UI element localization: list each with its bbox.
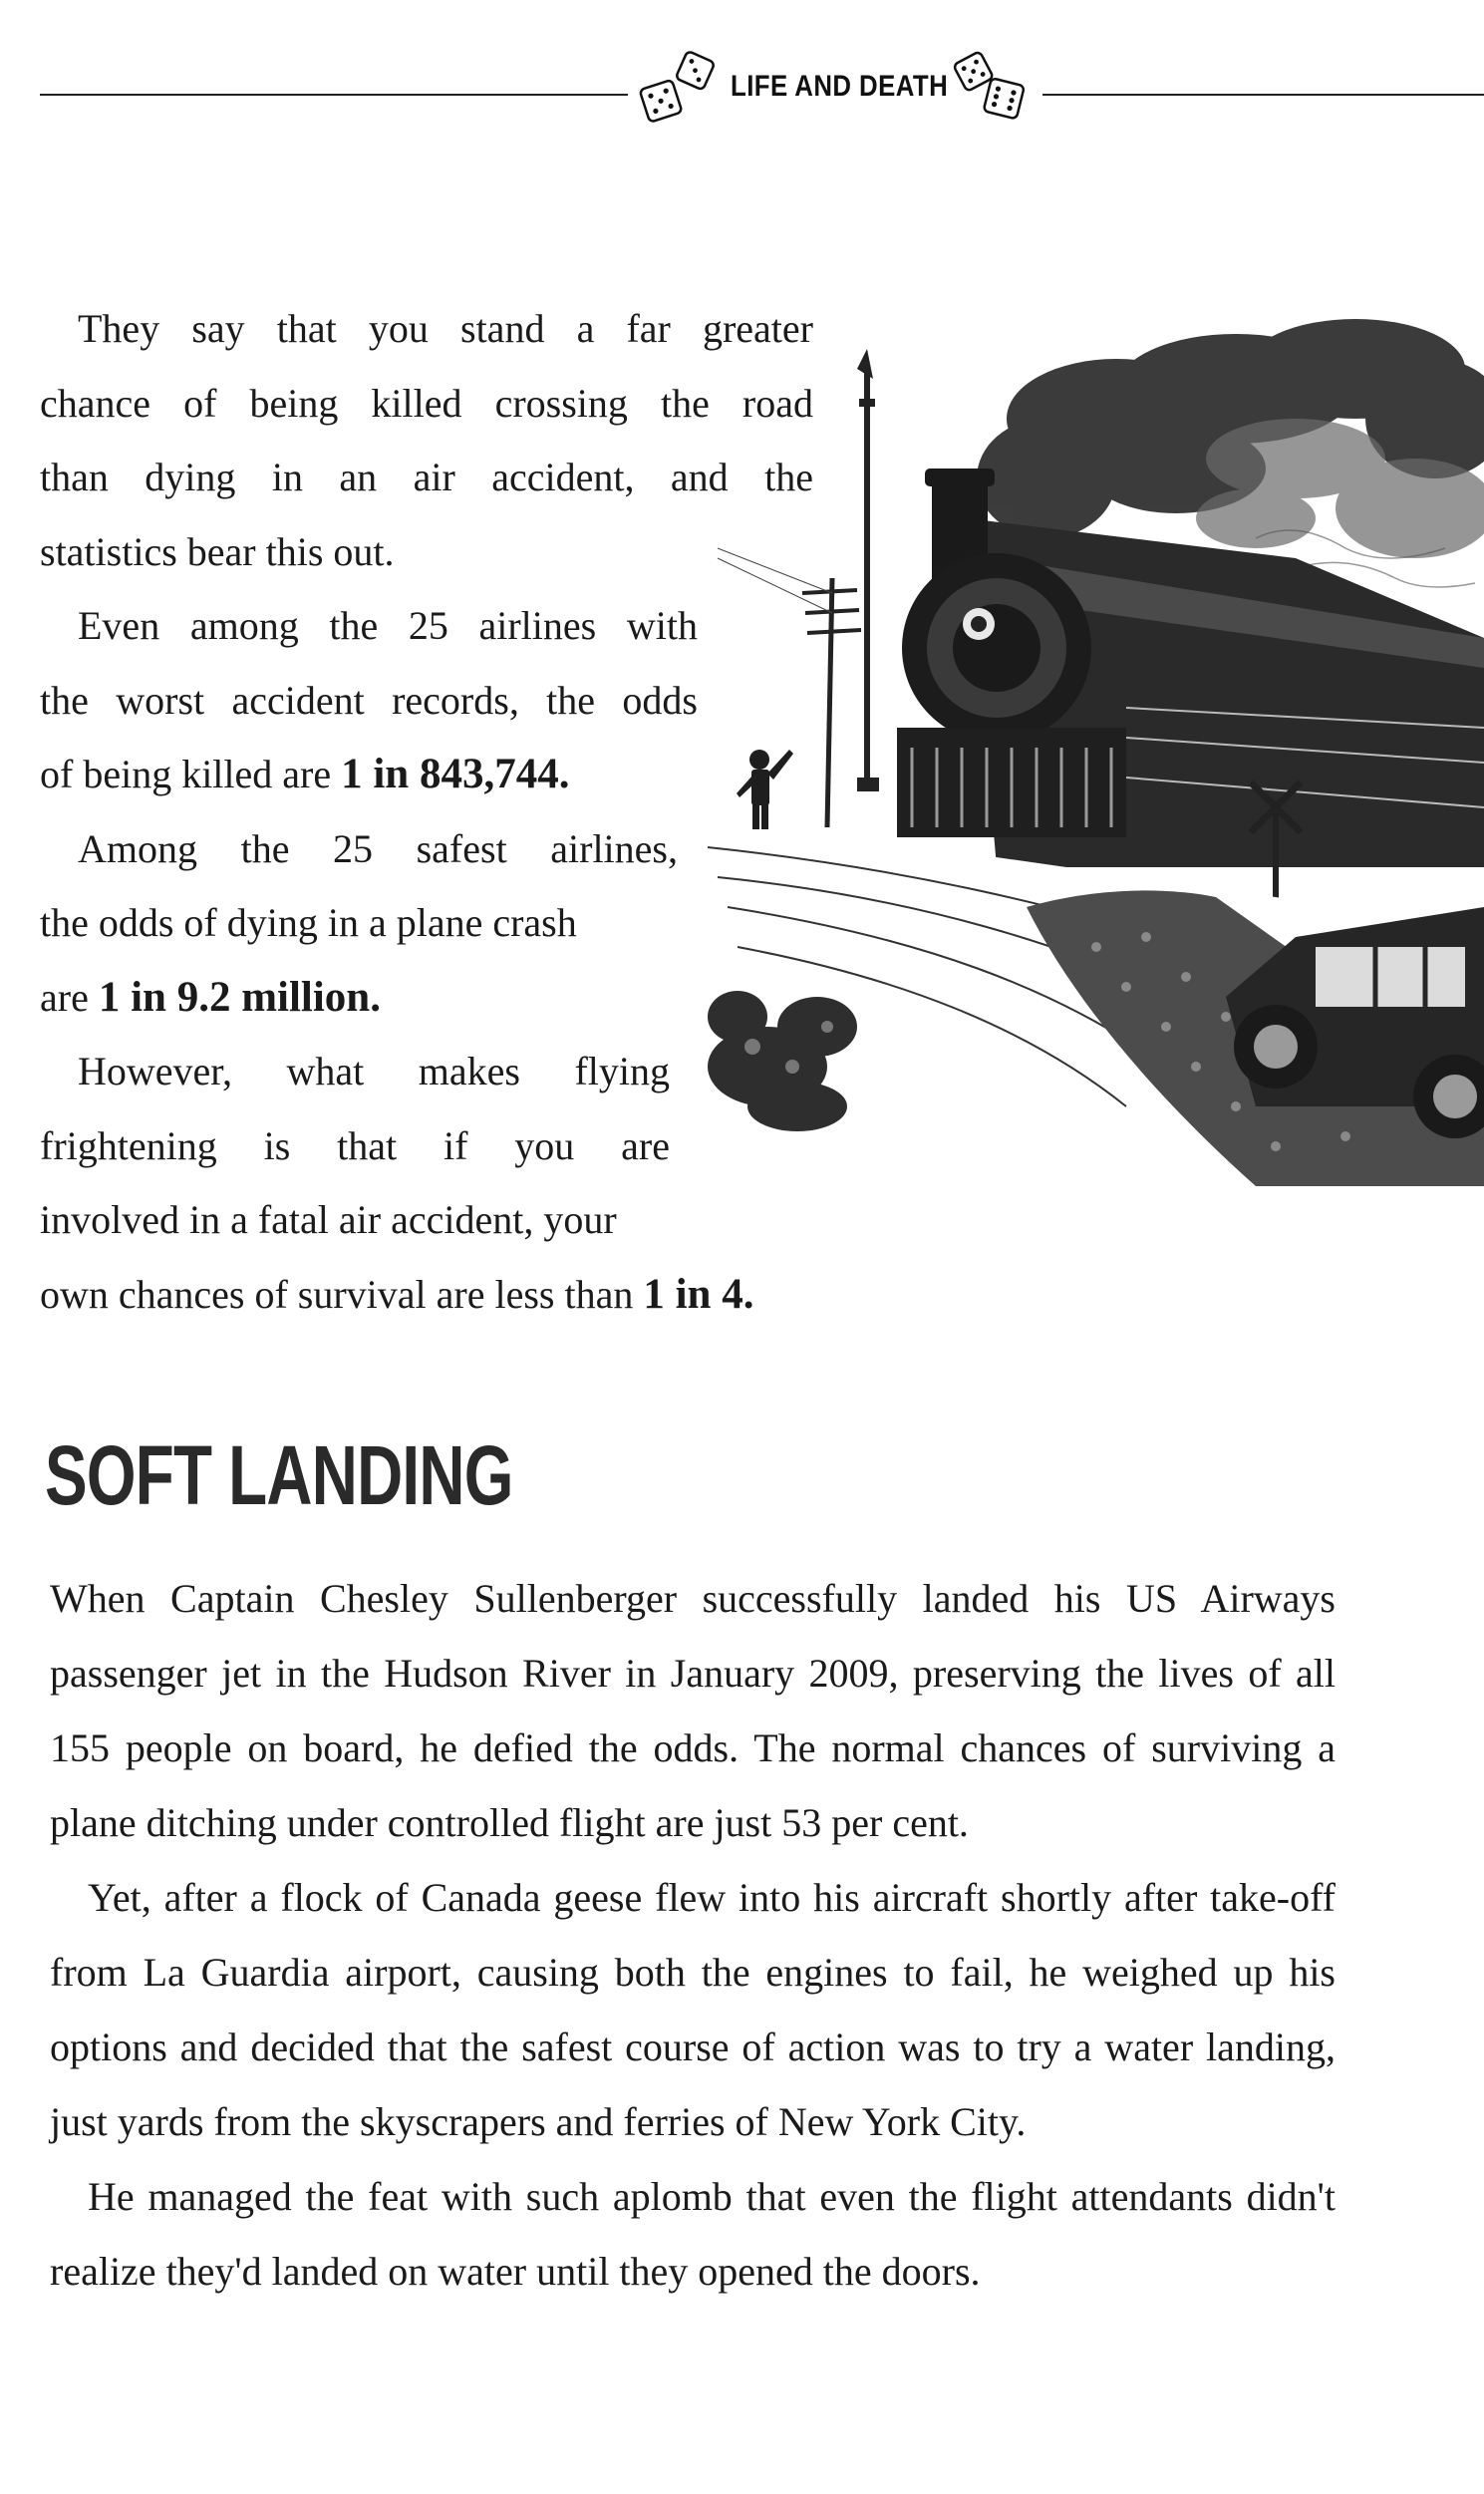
text-line: Among the 25 safest airlines, [78, 825, 678, 871]
text-line: frightening is that if you are [40, 1122, 670, 1168]
text-line [40, 738, 827, 812]
running-header [0, 46, 1484, 126]
text-line: involved in a fatal air accident, your [40, 1197, 617, 1242]
text-line: However, what makes flying [78, 1049, 670, 1093]
text-line [40, 961, 827, 1036]
text-segment: own chances of survival are less than [40, 1271, 644, 1317]
body-paragraph: When Captain Chesley Sullenberger successfully landed his US Airways passenger jet in the Hudson River in January 2009, preserving the lives of all 155 people on board, he defied the odds. The normal chances of surviving a plane ditching under controlled flight are just 53 per cent. [50, 1576, 1336, 1845]
odds-value: 1 in 4. [643, 1270, 754, 1318]
header-title: LIFE AND DEATH [731, 70, 949, 103]
intro-text [40, 292, 827, 1332]
text-line: They say that you stand a far greater [78, 306, 813, 351]
header-rule-right [1042, 94, 1484, 96]
section-body [50, 1561, 1336, 2309]
text-segment: of being killed are [40, 752, 342, 796]
text-line: Even among the 25 airlines with [78, 603, 698, 648]
odds-value: 1 in 843,744. [341, 751, 570, 797]
intro-paragraph-4 [40, 1035, 827, 1332]
intro-paragraph-3 [40, 812, 827, 1036]
text-line: than dying in an air accident, and the [40, 455, 813, 499]
text-line: chance of being killed crossing the road [40, 380, 813, 426]
body-paragraph: He managed the feat with such aplomb that even the flight attendants didn't realize they'd landed on water until they opened the doors. [50, 2174, 1336, 2294]
odds-value: 1 in 9.2 million. [98, 973, 381, 1021]
intro-paragraph-1 [40, 292, 827, 589]
dice-icon [634, 46, 724, 126]
text-line [40, 1258, 827, 1333]
dice-icon [947, 46, 1037, 126]
text-line: the odds of dying in a plane crash [40, 900, 577, 945]
text-segment: are [40, 974, 99, 1020]
text-line: the worst accident records, the odds [40, 677, 698, 723]
intro-paragraph-2 [40, 589, 827, 812]
body-paragraph: Yet, after a flock of Canada geese flew into his aircraft shortly after take-off from La Guardia airport, causing both the engines to fail, he weighed up his options and decided that the safest course of action was to try a water landing, just yards from the skyscrapers and ferries of New York City. [50, 1875, 1336, 2144]
header-rule-left [40, 94, 628, 96]
section-heading: SOFT LANDING [45, 1428, 513, 1522]
text-line: statistics bear this out. [40, 528, 395, 574]
